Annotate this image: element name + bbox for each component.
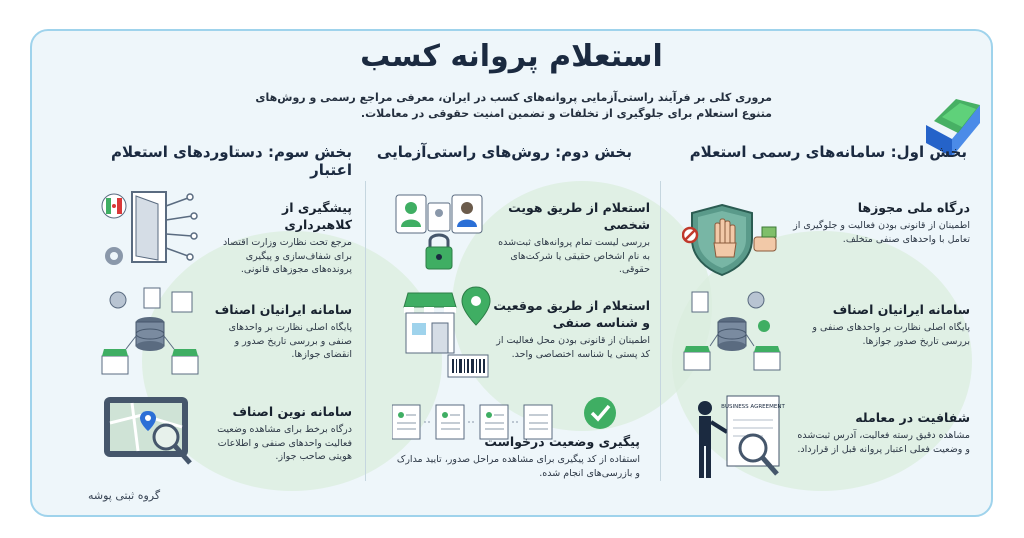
column-3-title: بخش سوم: دستاوردهای استعلام اعتبار (111, 143, 352, 179)
item-title: استعلام از طریق موقعیت و شناسه صنفی (493, 298, 650, 330)
column-2-item-2 (490, 297, 650, 361)
column-3-item-1 (212, 199, 352, 277)
column-1-item-1 (790, 199, 970, 246)
tablet-map-search-icon (102, 393, 202, 473)
item-text: پایگاه اصلی نظارت بر واحدهای صنفی و بررسی تاریخ صدور و انقضای جوازها. (228, 322, 352, 360)
item-text: بررسی لیست تمام پروانه‌های ثبت‌شده به نام اشخاص حقیقی یا شرکت‌های حقوقی. (498, 237, 650, 275)
item-text: استفاده از کد پیگیری برای مشاهده مراحل صدور، تایید مدارک و بازرسی‌های انجام شده. (396, 454, 640, 479)
item-text: مشاهده دقیق رسته فعالیت، آدرس ثبت‌شده و وضعیت فعلی اعتبار پروانه قبل از قرارداد. (797, 430, 970, 455)
column-2-item-1 (490, 199, 650, 277)
item-text: اطمینان از قانونی بودن فعالیت و جلوگیری از تعامل با واحدهای صنفی متخلف. (793, 220, 970, 245)
item-title: پیگیری وضعیت درخواست (484, 434, 640, 449)
database-network-icon (682, 286, 782, 376)
column-3-item-2 (212, 301, 352, 362)
document-label: BUSINESS AGREEMENT (721, 404, 785, 410)
item-title: استعلام از طریق هویت شخصی (508, 200, 650, 232)
business-agreement-icon (687, 386, 787, 486)
id-cards-lock-icon (394, 191, 486, 273)
page-subtitle: مروری کلی بر فرآیند راستی‌آزمایی پروانه‌های کسب در ایران، معرفی مراجع رسمی و روش‌های متنوع استعلام برای جلوگیری از تخلفات و تضمین امنیت حقوقی در معاملات. (255, 91, 772, 120)
column-1-title: بخش اول: سامانه‌های رسمی استعلام (689, 143, 967, 161)
column-divider (660, 181, 661, 481)
column-2-title: بخش دوم: روش‌های راستی‌آزمایی (376, 143, 632, 161)
column-2-item-3 (392, 433, 640, 480)
item-title: شفافیت در معامله (855, 410, 970, 425)
column-1-item-3 (790, 409, 970, 456)
column-divider (365, 181, 366, 481)
item-text: مرجع تحت نظارت وزارت اقتصاد برای شفاف‌سازی و پیگیری پرونده‌های مجوزهای قانونی. (222, 237, 352, 275)
footer-brand: گروه ثبتی پوشه (88, 489, 161, 502)
item-text: اطمینان از قانونی بودن محل فعالیت از کد پستی یا شناسه اختصاصی واحد. (496, 335, 650, 360)
shield-hand-icon (682, 199, 782, 279)
column-1-item-2 (790, 301, 970, 348)
column-3-item-3 (212, 403, 352, 464)
item-text: درگاه برخط برای مشاهده وضعیت فعالیت واحدهای صنفی و اطلاعات هویتی صاحب جواز. (217, 424, 352, 462)
page-title: استعلام پروانه کسب (360, 39, 663, 74)
item-title: سامانه ایرانیان اصناف (214, 302, 352, 317)
item-title: درگاه ملی مجوزها (857, 200, 970, 215)
gateway-door-icon (92, 186, 202, 276)
item-title: سامانه ایرانیان اصناف (832, 302, 970, 317)
infographic-card (30, 29, 993, 517)
shop-location-barcode-icon (400, 283, 492, 383)
item-title: سامانه نوین اصناف (232, 404, 352, 419)
item-title: پیشگیری از کلاهبرداری (282, 200, 352, 232)
item-text: پایگاه اصلی نظارت بر واحدهای صنفی و بررسی تاریخ صدور جوازها. (812, 322, 970, 347)
database-shops-icon (100, 286, 200, 378)
